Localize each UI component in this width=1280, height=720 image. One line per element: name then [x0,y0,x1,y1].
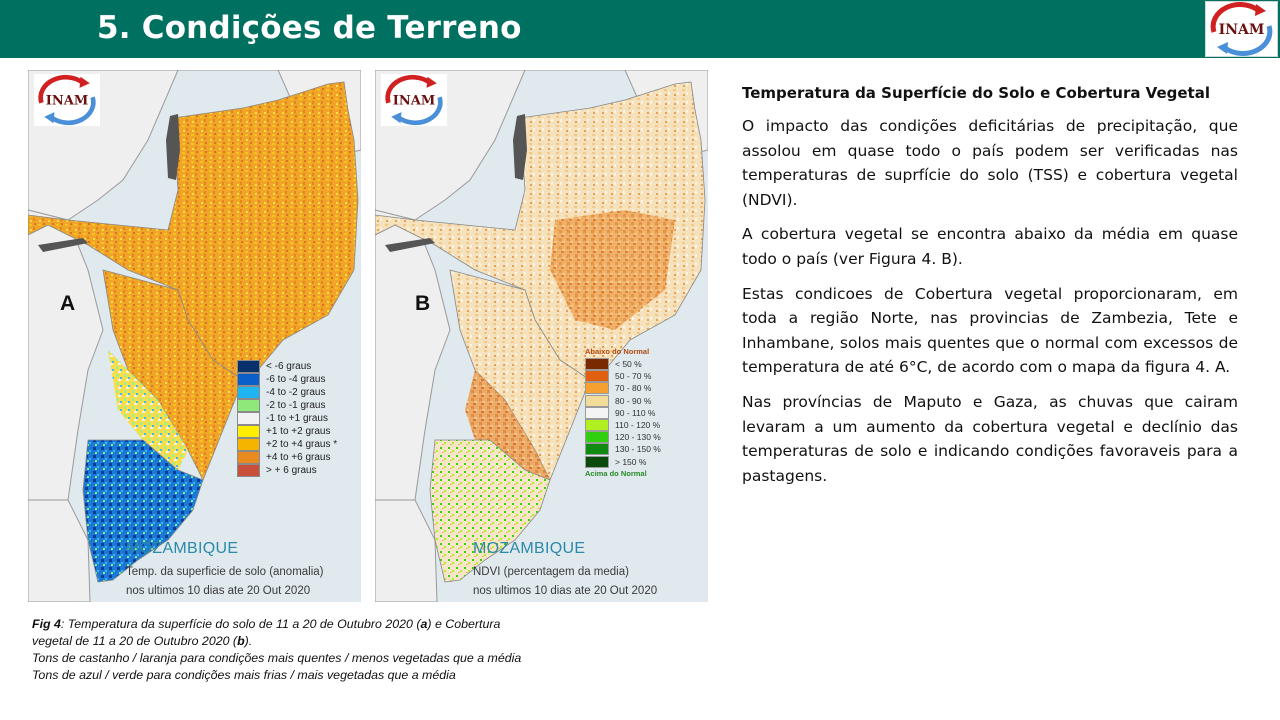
legend-item [585,370,652,382]
legend-label: -4 to -2 graus [266,387,326,398]
legend-head: Abaixo do Normal [585,347,650,356]
legend-swatch [237,360,260,373]
legend-label: 120 - 130 % [615,432,661,443]
ndvi-legend [585,346,661,480]
legend-label: < 50 % [615,359,642,369]
legend-swatch [585,456,609,468]
figure-caption [32,616,632,684]
legend-swatch [585,358,609,370]
legend-label: > + 6 graus [266,465,317,476]
legend-swatch [237,464,260,477]
caption-line-3: Tons de castanho / laranja para condições mais quentes / menos vegetadas que a média [32,651,522,665]
legend-swatch [237,399,260,412]
legend-item [585,407,656,419]
panel-letter-a: A [60,292,76,315]
title-bar [0,0,1280,58]
logo-text: INAM [392,93,436,109]
caption-line-1 [32,616,632,633]
caption-text: vegetal de 11 a 20 de Outubro 2020 ( [32,634,238,648]
legend-label: +1 to +2 graus [266,426,331,437]
legend-label: 90 - 110 % [615,407,656,418]
map-caption-b-line1: NDVI (percentagem da media) [473,566,629,578]
legend-swatch [585,382,609,394]
legend-swatch [585,443,609,455]
section-heading: Temperatura da Superfície do Solo e Cobertura Vegetal [742,84,1210,102]
paragraph: A cobertura vegetal se encontra abaixo da média em quase todo o país (ver Figura 4. B). [742,225,1238,268]
legend-label: -2 to -1 graus [266,400,326,411]
caption-bold: a [420,617,428,631]
map-panel-b [375,70,708,602]
legend-item [585,443,661,455]
inam-logo-header [1205,1,1278,57]
legend-swatch [237,425,260,438]
legend-label: 80 - 90 % [615,395,652,406]
legend-swatch [237,412,260,425]
inam-logo-icon [34,74,100,126]
mozambique-lst-map [28,70,361,602]
paragraph: Nas províncias de Maputo e Gaza, as chuvas que cairam levaram a um aumento da cobertura vegetal e declínio das temperaturas de solo e indicando condições favoraveis para a pastagens. [742,392,1238,485]
caption-text: ). [244,634,253,648]
legend-item [585,395,652,407]
map-panel-a [28,70,361,602]
body-text [742,84,1238,498]
page-title: 5. Condições de Terreno [97,10,522,46]
legend-item [585,456,649,468]
map-caption-b-line2: nos ultimos 10 dias ate 20 Out 2020 [473,585,658,597]
legend-swatch [237,386,260,399]
panel-letter-b: B [415,292,431,315]
legend-item [585,419,661,431]
paragraph: O impacto das condições deficitárias de precipitação, que assolou em quase todo o país podem ser verificadas nas temperaturas de suprfície do solo (TSS) e cobertura vegetal (NDVI). [742,117,1238,209]
caption-bold: b [237,634,245,648]
country-label-a: MOZAMBIQUE [126,540,239,557]
legend-swatch [237,438,260,451]
legend-label: 110 - 120 % [615,419,661,430]
legend-label: +2 to +4 graus * [266,439,338,450]
legend-swatch [585,395,609,407]
caption-line-2 [32,633,632,650]
legend-item [585,431,661,443]
legend-label: 70 - 80 % [615,383,652,394]
map-caption-a-line2: nos ultimos 10 dias ate 20 Out 2020 [126,585,311,597]
country-label-b: MOZAMBIQUE [473,540,586,557]
paragraph: Estas condicoes de Cobertura vegetal proporcionaram, em toda a região Norte, nas provincias de Zambezia, Tete e Inhambane, solos mais quentes que o normal com excessos de temperatura de até 6°C, de acordo com o mapa da figura 4. A. [742,284,1238,377]
caption-text: ) e Cobertura [427,617,501,631]
legend-label: -6 to -4 graus [266,374,326,385]
caption-text: : Temperatura da superfície do solo de 11 a 20 de Outubro 2020 ( [60,617,421,631]
legend-swatch [585,407,609,419]
inam-logo-map-b [381,74,447,126]
legend-swatch [585,370,609,382]
inam-logo-icon [381,74,447,126]
legend-label: > 150 % [615,456,647,467]
map-caption-a-line1: Temp. da superficie de solo (anomalia) [126,566,324,578]
legend-label: -1 to +1 graus [266,413,328,424]
legend-swatch [237,373,260,386]
legend-swatch [237,451,260,464]
legend-foot: Acima do Normal [585,468,647,478]
logo-text: INAM [45,93,89,109]
caption-line-4: Tons de azul / verde para condições mais frias / mais vegetadas que a média [32,668,456,682]
legend-swatch [585,431,609,443]
caption-prefix: Fig 4 [32,617,61,631]
legend-swatch [585,419,609,431]
legend-item [585,358,649,370]
legend-item [585,382,652,394]
mozambique-ndvi-map [375,70,708,602]
inam-logo-map-a [34,74,100,126]
legend-label: +4 to +6 graus [266,452,331,463]
legend-label: < -6 graus [266,361,312,372]
legend-label: 130 - 150 % [615,444,661,455]
logo-text: INAM [1218,22,1265,38]
inam-logo-icon [1206,2,1277,56]
legend-label: 50 - 70 % [615,371,652,382]
